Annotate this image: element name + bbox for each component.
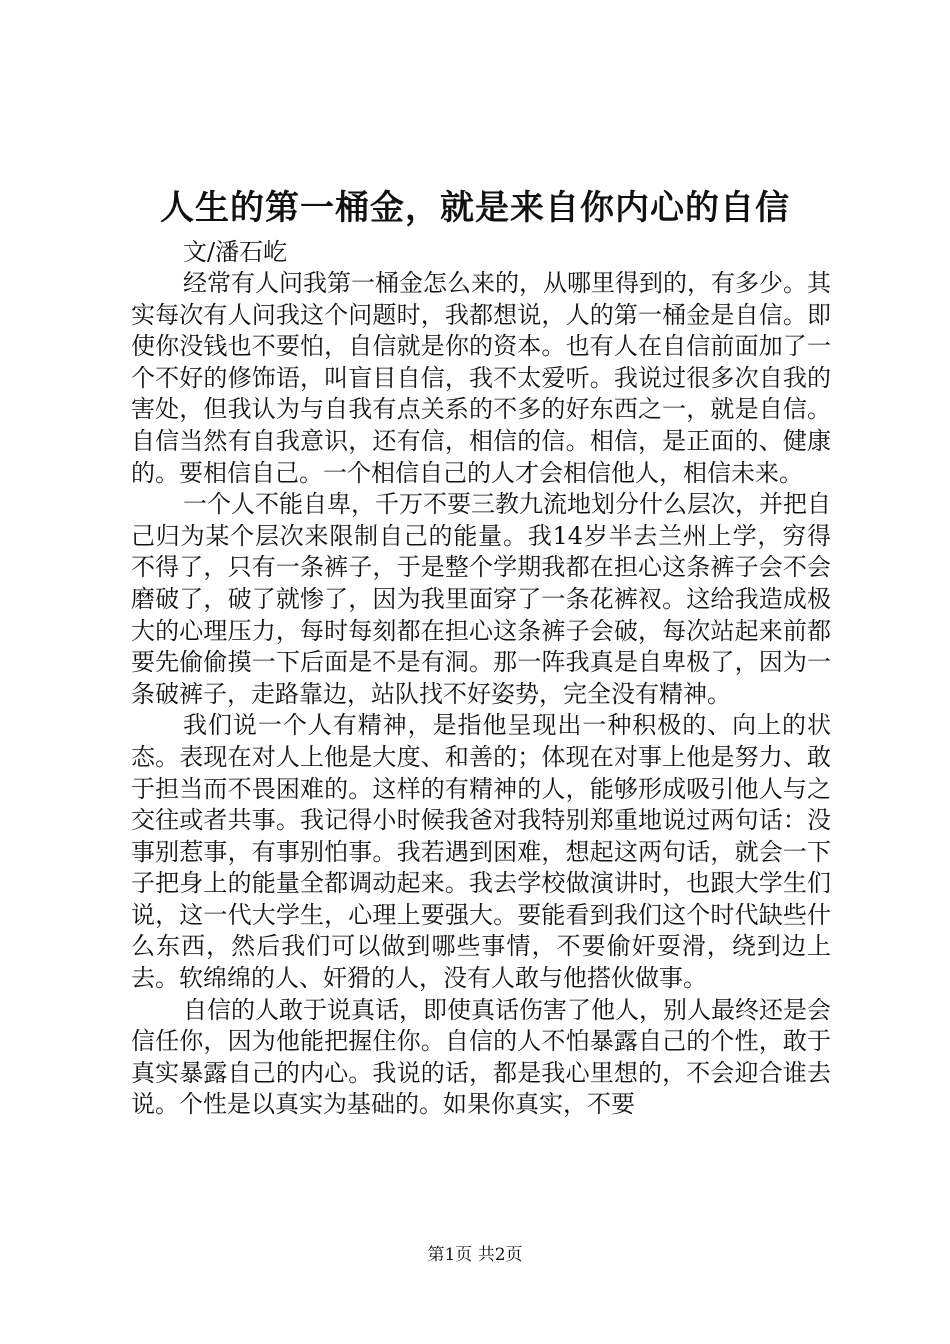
paragraph: 经常有人问我第一桶金怎么来的，从哪里得到的，有多少。其实每次有人问我这个问题时，我都想说，人的第一桶金是自信。即使你没钱也不要怕，自信就是你的资本。也有人在自信前面加了一个不好的修饰语，叫盲目自信，我不太爱听。我说过很多次自我的害处，但我认为与自我有点关系的不多的好东西之一，就是自信。自信当然有自我意识，还有信，相信的信。相信，是正面的、健康的。要相信自己。一个相信自己的人才会相信他人，相信未来。 xyxy=(131,269,831,487)
paragraph: 自信的人敢于说真话，即使真话伤害了他人，别人最终还是会信任你，因为他能把握住你。自信的人不怕暴露自己的个性，敢于真实暴露自己的内心。我说的话，都是我心里想的，不会迎合谁去说。个性是以真实为基础的。如果你真实，不要 xyxy=(131,995,831,1119)
page-footer xyxy=(0,1243,950,1267)
paragraph: 我们说一个人有精神，是指他呈现出一种积极的、向上的状态。表现在对人上他是大度、和善的；体现在对事上他是努力、敢于担当而不畏困难的。这样的有精神的人，能够形成吸引他人与之交往或者共事。我记得小时候我爸对我特别郑重地说过两句话：没事别惹事，有事别怕事。我若遇到困难，想起这两句话，就会一下子把身上的能量全都调动起来。我去学校做演讲时，也跟大学生们说，这一代大学生，心理上要强大。要能看到我们这个时代缺些什么东西，然后我们可以做到哪些事情，不要偷奸耍滑，绕到边上去。软绵绵的人、奸猾的人，没有人敢与他搭伙做事。 xyxy=(131,711,831,993)
page-total: 共2页 xyxy=(477,1245,523,1265)
document-body xyxy=(131,268,831,1121)
page-number: 第1页 xyxy=(427,1245,473,1265)
paragraph: 一个人不能自卑，千万不要三教九流地划分什么层次，并把自己归为某个层次来限制自己的能量。我14岁半去兰州上学，穷得不得了，只有一条裤子，于是整个学期我都在担心这条裤子会不会磨破了，破了就惨了，因为我里面穿了一条花裤衩。这给我造成极大的心理压力，每时每刻都在担心这条裤子会破，每次站起来前都要先偷偷摸一下后面是不是有洞。那一阵我真是自卑极了，因为一条破裤子，走路靠边，站队找不好姿势，完全没有精神。 xyxy=(131,490,831,708)
author-line: 文/潘石屹 xyxy=(183,238,288,266)
document-title: 人生的第一桶金，就是来自你内心的自信 xyxy=(160,188,790,228)
